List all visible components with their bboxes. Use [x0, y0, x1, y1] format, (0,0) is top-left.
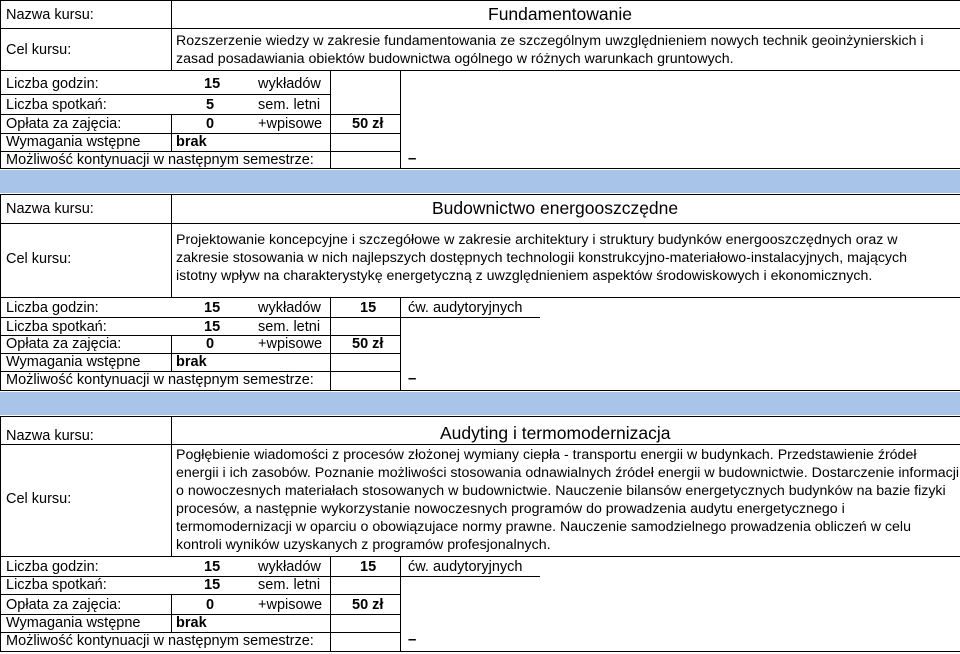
semester-value: sem. letni	[258, 97, 321, 113]
fee-value: 0	[206, 116, 215, 132]
requirements-value: brak	[176, 354, 207, 370]
meetings-label: Liczba spotkań:	[6, 97, 107, 113]
fee-value: 0	[206, 597, 215, 613]
course-name-label: Nazwa kursu:	[6, 201, 94, 217]
exercise-unit: ćw. audytoryjnych	[408, 559, 523, 575]
meetings-value: 15	[204, 319, 221, 335]
lecture-unit: wykładów	[258, 300, 321, 316]
course-block-3	[0, 416, 960, 654]
entry-fee-label: +wpisowe	[258, 597, 323, 613]
hours-label: Liczba godzin:	[6, 559, 99, 575]
requirements-label: Wymagania wstępne	[6, 354, 141, 370]
lecture-unit: wykładów	[258, 559, 321, 575]
course-block-1	[0, 0, 960, 168]
hours-label: Liczba godzin:	[6, 300, 99, 316]
section-separator-1	[0, 170, 960, 193]
hours-label: Liczba godzin:	[6, 76, 99, 92]
requirements-label: Wymagania wstępne	[6, 134, 141, 150]
fee-value: 0	[206, 336, 215, 352]
meetings-label: Liczba spotkań:	[6, 319, 107, 335]
course-title: Budownictwo energooszczędne	[432, 198, 679, 218]
course-goal-text: Pogłębienie wiadomości z procesów złożonej wymiany ciepła - transportu energii w budynkach. Przedstawienie źródeł energii i ich zasobów. Poznanie możliwości stosowania odnawialnych źródeł energii w budownictwie. Dostarczenie informacji o nowoczesnych materiałach stosowanych w budownictwie. Nauczenie bilansów energetycznych budynków na bazie fizyki procesów, a następnie wykorzystanie nowoczesnych programów do prowadzenia audytu energetycznego i termomodernizacji w oparciu o obowiązujace normy prawne. Nauczenie samodzielnego prowadzenia obliczeń w celu kontroli wyników uzyskanych z programów profesjonalnych.	[176, 447, 960, 553]
meetings-value: 15	[204, 577, 221, 593]
course-goal-label: Cel kursu:	[6, 491, 72, 507]
entry-fee-value: 50 zł	[352, 116, 384, 132]
course-title: Fundamentowanie	[488, 4, 632, 24]
fee-label: Opłata za zajęcia:	[6, 336, 122, 352]
course-goal-label: Cel kursu:	[6, 42, 72, 58]
lecture-unit: wykładów	[258, 76, 321, 92]
course-goal-text: Projektowanie koncepcyjne i szczegółowe w zakresie architektury i struktury budynków energooszczędnych oraz w zakresie stosowania w nich najlepszych dostępnych technologii konstrukcyjno-materiałowo-instalacyjnych, mających istotny wpływ na charakterystykę energetyczną z uwzględnieniem aspektów środowiskowych i ekonomicznych.	[176, 232, 908, 284]
course-block-2	[0, 194, 960, 390]
entry-fee-label: +wpisowe	[258, 116, 323, 132]
requirements-label: Wymagania wstępne	[6, 615, 141, 631]
course-goal-label: Cel kursu:	[6, 251, 72, 267]
meetings-value: 5	[206, 97, 215, 113]
continuation-value: –	[408, 150, 417, 167]
semester-value: sem. letni	[258, 319, 321, 335]
continuation-label: Możliwość kontynuacji w następnym semestrze:	[6, 372, 314, 388]
exercise-unit: ćw. audytoryjnych	[408, 300, 523, 316]
course-name-label: Nazwa kursu:	[6, 7, 94, 23]
hours-exercise-value: 15	[360, 300, 377, 316]
continuation-label: Możliwość kontynuacji w następnym semestrze:	[6, 152, 314, 168]
course-name-label: Nazwa kursu:	[6, 428, 94, 444]
fee-label: Opłata za zajęcia:	[6, 116, 122, 132]
requirements-value: brak	[176, 615, 207, 631]
hours-lecture-value: 15	[204, 76, 221, 92]
requirements-value: brak	[176, 134, 207, 150]
entry-fee-value: 50 zł	[352, 597, 384, 613]
course-title: Audyting i termomodernizacja	[440, 423, 671, 443]
meetings-label: Liczba spotkań:	[6, 577, 107, 593]
course-goal-text: Rozszerzenie wiedzy w zakresie fundamentowania ze szczególnym uwzględnieniem nowych technik geoinżynierskich i zasad posadawiania obiektów budownictwa ogólnego w różnych warunkach gruntowych.	[176, 33, 924, 67]
continuation-value: –	[408, 631, 417, 648]
section-separator-2	[0, 392, 960, 415]
hours-exercise-value: 15	[360, 559, 377, 575]
entry-fee-label: +wpisowe	[258, 336, 323, 352]
continuation-value: –	[408, 370, 417, 387]
continuation-label: Możliwość kontynuacji w następnym semestrze:	[6, 633, 314, 649]
entry-fee-value: 50 zł	[352, 336, 384, 352]
hours-lecture-value: 15	[204, 300, 221, 316]
semester-value: sem. letni	[258, 577, 321, 593]
fee-label: Opłata za zajęcia:	[6, 597, 122, 613]
hours-lecture-value: 15	[204, 559, 221, 575]
